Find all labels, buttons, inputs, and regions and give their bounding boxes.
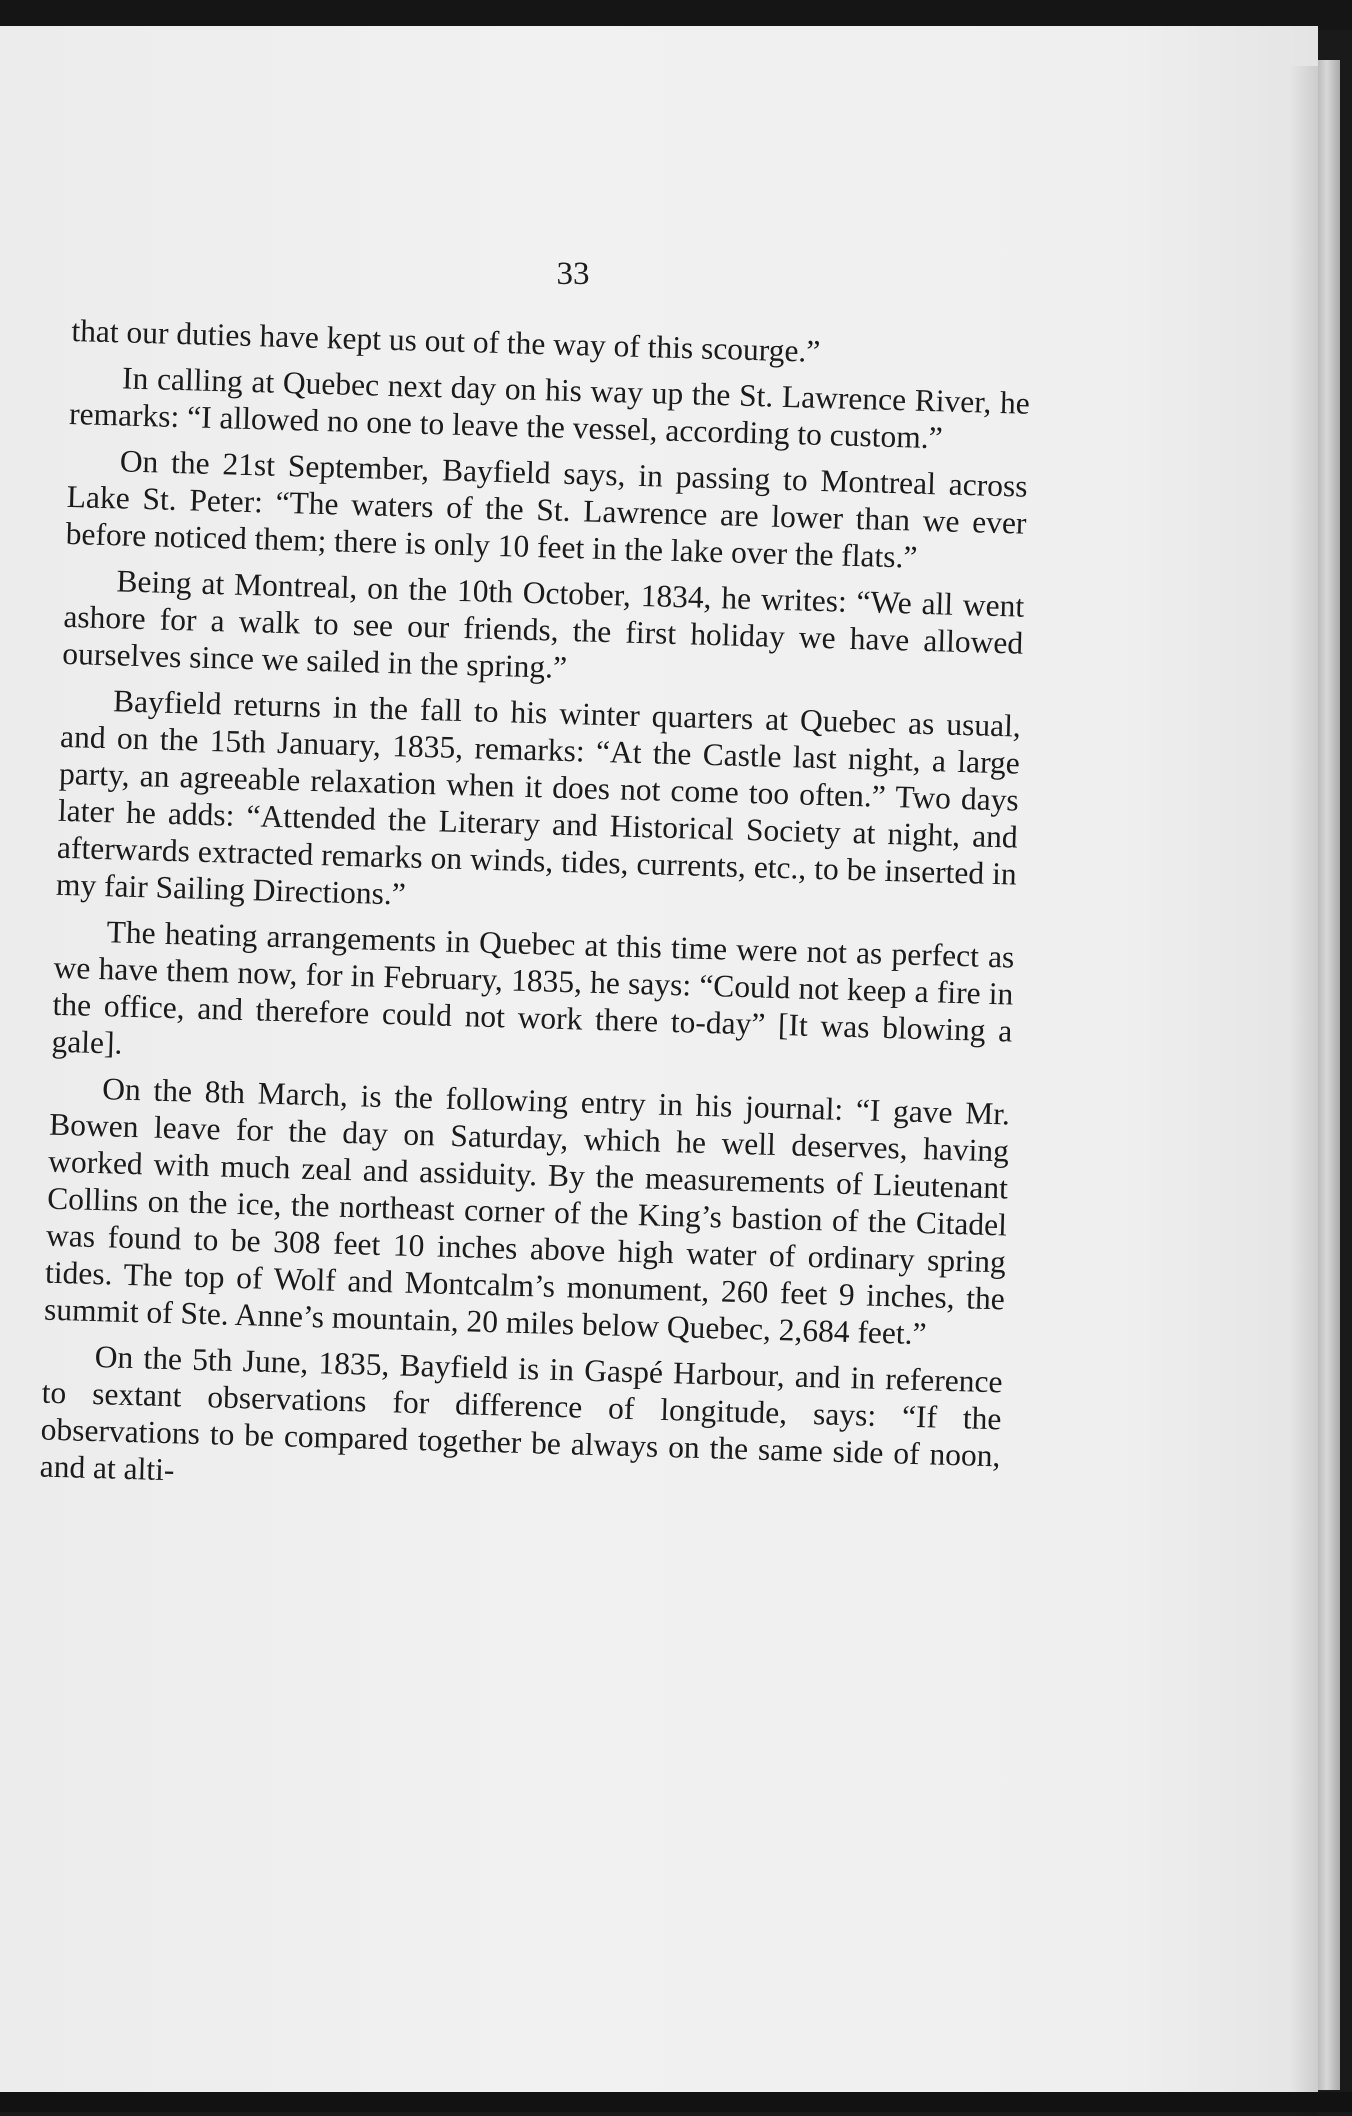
book-page bbox=[0, 26, 1318, 2094]
paragraph: In calling at Quebec next day on his way up the St. Lawrence River, he remarks: “I allowed no one to leave the vessel, according to custom.” bbox=[68, 360, 1031, 456]
paragraph: Being at Montreal, on the 10th October, 1834, he writes: “We all went ashore for a walk to see our friends, the first holiday we have allowed ourselves since we sailed in the spring.” bbox=[61, 563, 1025, 685]
body-text bbox=[39, 312, 1032, 1520]
paragraph-continuation: that our duties have kept us out of the way of this scourge.” bbox=[70, 312, 821, 369]
page-fold-shadow bbox=[1290, 66, 1318, 2116]
page-stack-edge bbox=[1318, 60, 1340, 2090]
paragraph: The heating arrangements in Quebec at this time were not as perfect as we have them now, for in February, 1835, he says: “Could not keep a fire in the office, and therefore could not work there to-day” [It was blowing a gale]. bbox=[51, 914, 1015, 1061]
scan-bottom-border bbox=[0, 2092, 1352, 2112]
paragraph: On the 5th June, 1835, Bayfield is in Gaspé Harbour, and in reference to sextant observations for difference of longitude, says: “If the observations to be compared together be always on the same side of noon, and at alti- bbox=[39, 1339, 1003, 1488]
paragraph: On the 21st September, Bayfield says, in passing to Montreal across Lake St. Peter: “The waters of the St. Lawrence are lower than we ever before noticed them; there is only 10 feet in the lake over the flats.” bbox=[65, 443, 1028, 575]
page-number: 33 bbox=[556, 256, 590, 292]
paragraph: Bayfield returns in the fall to his winter quarters at Quebec as usual, and on the 15th January, 1835, remarks: “At the Castle last night, a large party, an agreeable relaxation when it does not come too often.” Two days later he adds: “Attended the Literary and Historical Society at night, and afterwards extracted remarks on winds, tides, currents, etc., to be inserted in my fair Sailing Directions.” bbox=[55, 683, 1022, 912]
paragraph: On the 8th March, is the following entry in his journal: “I gave Mr. Bowen leave for the day on Saturday, which he well deserves, having worked with much zeal and assiduity. By the measurements of Lieutenant Collins on the ice, the northeast corner of the King’s bastion of the Citadel was found to be 308 feet 10 inches above high water of ordinary spring tides. The top of Wolf and Montcalm’s monument, 260 feet 9 inches, the summit of Ste. Anne’s mountain, 20 miles below Quebec, 2,684 feet.” bbox=[43, 1071, 1011, 1352]
